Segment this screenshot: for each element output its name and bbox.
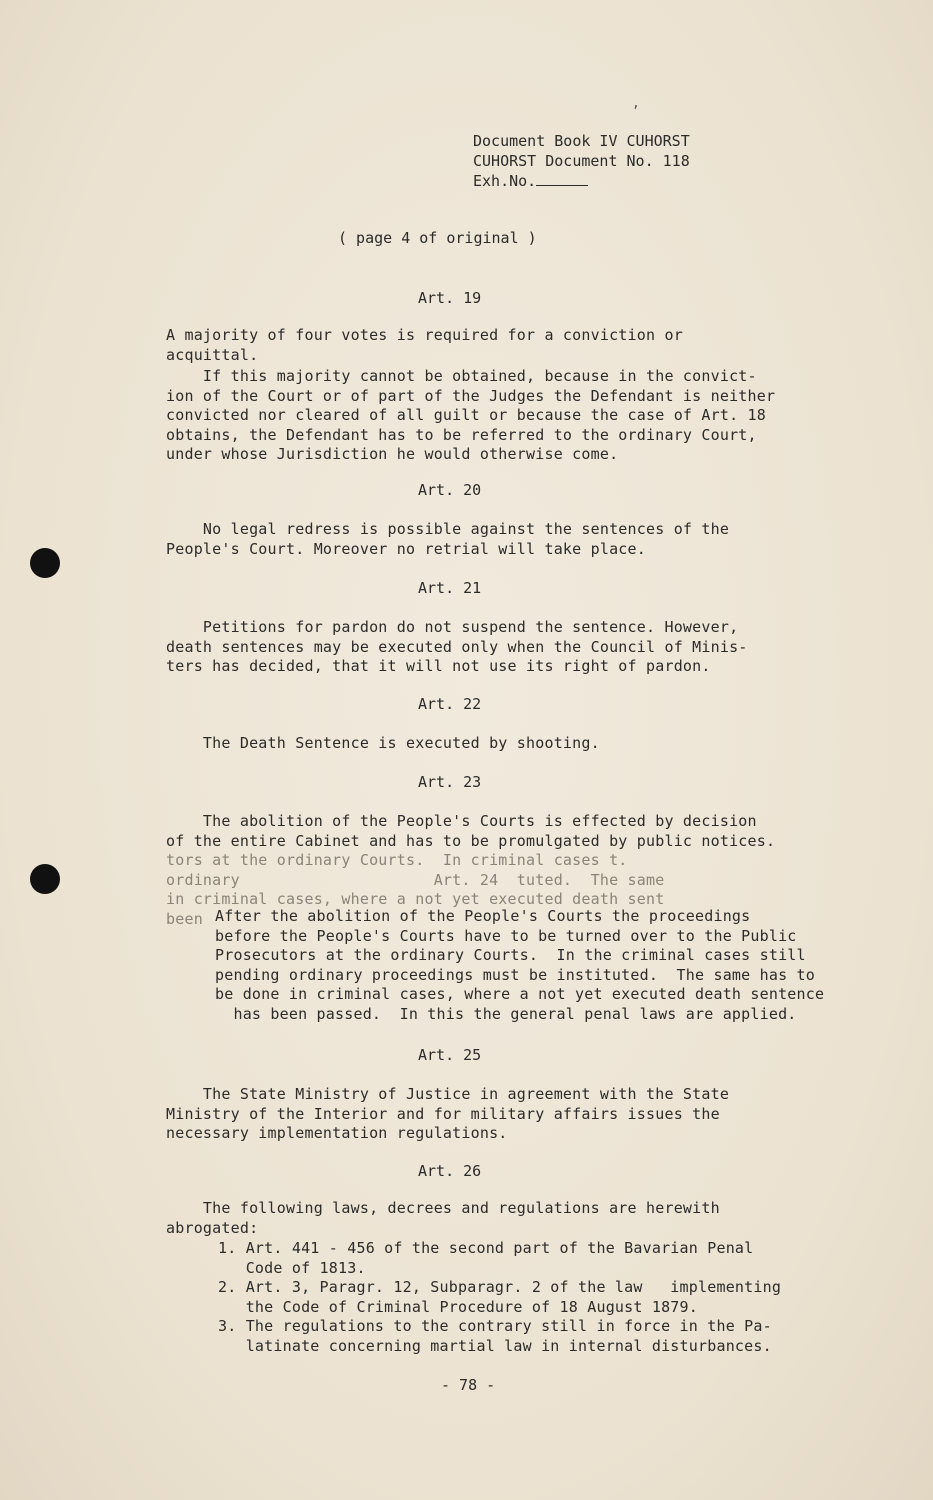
header-line-1: Document Book IV CUHORST [473, 132, 690, 150]
article-26-title: Art. 26 [418, 1162, 482, 1180]
article-22-title: Art. 22 [418, 695, 482, 713]
article-23-title: Art. 23 [418, 773, 482, 791]
article-20-paragraph: No legal redress is possible against the sentences of the People's Court. Moreover no retrial will take place. [166, 520, 730, 558]
article-23-faded-overtype: tors at the ordinary Courts. In criminal cases t. ordinary Art. 24 tuted. The same in criminal cases, where a not yet executed death sent been [166, 851, 665, 928]
article-21-paragraph: Petitions for pardon do not suspend the sentence. However, death sentences may be executed only when the Council of Minis- ters has decided, that it will not use its right of pardon. [166, 618, 748, 675]
article-22-paragraph: The Death Sentence is executed by shooting. [166, 734, 600, 752]
stray-mark: , [632, 96, 640, 111]
document-header [473, 131, 690, 191]
article-26-item-2: 2. Art. 3, Paragr. 12, Subparagr. 2 of the law implementing the Code of Criminal Procedure of 18 August 1879. [218, 1278, 782, 1316]
article-26-item-3: 3. The regulations to the contrary still in force in the Pa- latinate concerning martial law in internal disturbances. [218, 1317, 772, 1355]
exhibit-blank [536, 173, 588, 186]
article-26-intro: The following laws, decrees and regulations are herewith abrogated: [166, 1199, 720, 1237]
page-number: - 78 - [441, 1376, 496, 1394]
header-line-2: CUHORST Document No. 118 [473, 152, 690, 170]
exhibit-label: Exh.No. [473, 172, 537, 190]
article-25-paragraph: The State Ministry of Justice in agreement with the State Ministry of the Interior and for military affairs issues the necessary implementation regulations. [166, 1085, 730, 1142]
article-19-paragraph-2: If this majority cannot be obtained, because in the convict- ion of the Court or of part of the Judges the Defendant is neither convicted nor cleared of all guilt or because the case of Art. 18 obtains, the Defendant has to be referred to the ordinary Court, under whose Jurisdiction he would otherwise come. [166, 367, 776, 463]
article-26-item-1: 1. Art. 441 - 456 of the second part of the Bavarian Penal Code of 1813. [218, 1239, 754, 1277]
punch-hole-upper [30, 548, 60, 578]
punch-hole-lower [30, 864, 60, 894]
article-21-title: Art. 21 [418, 579, 482, 597]
article-20-title: Art. 20 [418, 481, 482, 499]
article-19-paragraph-1: A majority of four votes is required for a conviction or acquittal. [166, 326, 683, 364]
article-25-title: Art. 25 [418, 1046, 482, 1064]
article-19-title: Art. 19 [418, 289, 482, 307]
article-23-paragraph-2: After the abolition of the People's Courts the proceedings before the People's Courts have to be turned over to the Public Prosecutors at the ordinary Courts. In the criminal cases still pending ordinary proceedings must be instituted. The same has to be done in criminal cases, where a not yet executed death sentence has been passed. In this the general penal laws are applied. [215, 907, 825, 1023]
page-of-original: ( page 4 of original ) [338, 229, 537, 247]
article-23-paragraph-1: The abolition of the People's Courts is effected by decision of the entire Cabinet and has to be promulgated by public notices. [166, 812, 776, 850]
header-line-3 [473, 171, 690, 191]
